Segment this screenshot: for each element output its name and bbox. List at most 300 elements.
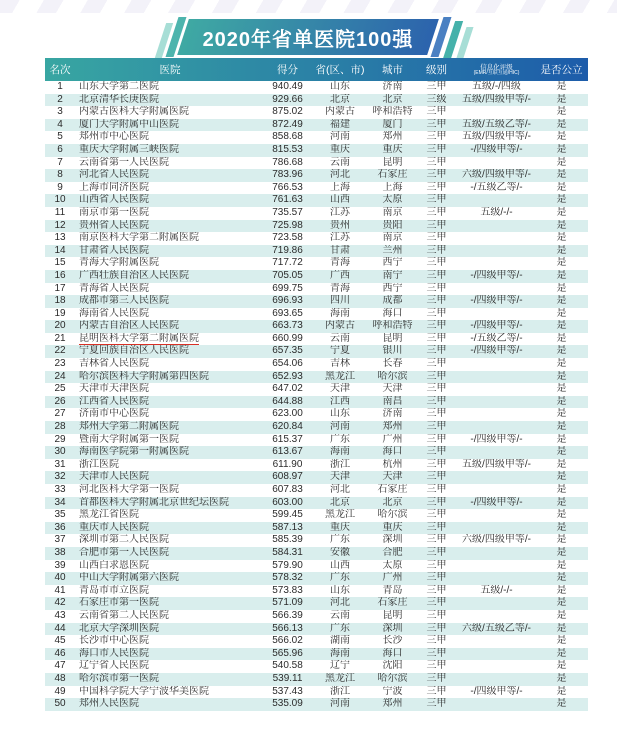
hospital-name: 辽宁省人民医院 (79, 660, 149, 672)
public-cell: 是 (556, 295, 567, 307)
level-cell: 三甲 (426, 496, 447, 508)
table-row (45, 396, 588, 409)
level-cell: 三甲 (426, 320, 447, 332)
city-cell: 石家庄 (377, 597, 408, 609)
rank-cell: 25 (54, 383, 66, 395)
level-cell: 三甲 (426, 546, 447, 558)
level-cell: 三甲 (426, 609, 447, 621)
hospital-cell (75, 131, 265, 144)
score-cell: 611.90 (272, 458, 303, 470)
info-cell (458, 194, 535, 207)
level-cell: 三甲 (426, 370, 447, 382)
info-cell (458, 547, 535, 560)
table-row (45, 686, 588, 699)
info-cell (458, 660, 535, 673)
level-cell: 三甲 (426, 433, 447, 445)
public-cell: 是 (556, 194, 567, 206)
province-cell: 广东 (330, 534, 350, 546)
info-cell (458, 232, 535, 245)
level-cell: 三甲 (426, 269, 447, 281)
hospital-name: 山东大学第二医院 (79, 81, 159, 92)
public-cell: 是 (556, 433, 567, 445)
rank-cell: 6 (57, 143, 63, 155)
table-row (45, 194, 588, 207)
hospital-cell (75, 81, 265, 94)
province-cell: 青海 (330, 282, 350, 294)
info-cell (458, 308, 535, 321)
rank-cell: 22 (54, 345, 66, 357)
public-cell: 是 (556, 458, 567, 470)
city-cell: 广州 (382, 433, 403, 445)
level-cell: 三甲 (426, 622, 447, 634)
hospital-cell (75, 421, 265, 434)
hospital-name: 郑州市中心医院 (79, 131, 149, 143)
info-cell: 五级/四级甲等/- (462, 458, 531, 470)
rank-cell: 8 (57, 169, 63, 181)
hospital-cell (75, 169, 265, 182)
level-cell: 三甲 (426, 181, 447, 193)
table-row (45, 169, 588, 182)
score-cell: 613.67 (272, 446, 303, 458)
info-cell (458, 245, 535, 258)
score-cell: 940.49 (272, 81, 303, 92)
level-cell: 三甲 (426, 143, 447, 155)
public-cell: 是 (556, 698, 567, 710)
info-cell (458, 471, 535, 484)
hospital-name: 黑龙江省医院 (79, 509, 139, 521)
province-cell: 安徽 (330, 546, 350, 558)
info-cell (458, 257, 535, 270)
public-cell: 是 (556, 232, 567, 244)
rank-cell: 35 (54, 509, 66, 521)
public-cell: 是 (556, 282, 567, 294)
info-cell: 六级/五级乙等/- (462, 622, 531, 634)
hospital-cell (75, 371, 265, 384)
province-cell: 云南 (330, 156, 350, 168)
level-cell: 三甲 (426, 282, 447, 294)
rank-cell: 44 (54, 622, 66, 634)
table-row (45, 333, 588, 346)
header-score: 得分 (277, 64, 298, 76)
score-cell: 615.37 (272, 433, 303, 445)
table-row (45, 182, 588, 195)
level-cell: 三甲 (426, 408, 447, 420)
hospital-name: 宁夏回族自治区人民医院 (79, 345, 189, 357)
public-cell: 是 (556, 521, 567, 533)
hospital-name: 厦门大学附属中山医院 (79, 118, 179, 130)
hospital-cell (75, 207, 265, 220)
score-cell: 717.72 (272, 257, 303, 269)
rank-cell: 9 (57, 181, 63, 193)
level-cell: 三甲 (426, 597, 447, 609)
info-cell: -/四级甲等/- (470, 496, 523, 508)
public-cell: 是 (556, 572, 567, 584)
public-cell: 是 (556, 143, 567, 155)
public-cell: 是 (556, 156, 567, 168)
level-cell: 三甲 (426, 509, 447, 521)
province-cell: 山东 (330, 408, 350, 420)
rank-cell: 20 (54, 320, 66, 332)
header-province: 省(区、市) (315, 64, 365, 76)
info-cell (458, 522, 535, 535)
table-row (45, 94, 588, 107)
table-row (45, 446, 588, 459)
title-banner (0, 17, 617, 57)
rank-cell: 15 (54, 257, 66, 269)
hospital-name: 内蒙古医科大学附属医院 (79, 106, 189, 118)
level-cell: 三甲 (426, 559, 447, 571)
rank-cell: 33 (54, 484, 66, 495)
city-cell: 太原 (382, 559, 403, 571)
table-row (45, 371, 588, 384)
score-cell: 571.09 (272, 597, 303, 609)
score-cell: 652.93 (272, 370, 303, 382)
info-cell (458, 509, 535, 522)
hospital-cell (75, 597, 265, 610)
province-cell: 天津 (330, 383, 350, 395)
province-cell: 浙江 (330, 458, 350, 470)
public-cell: 是 (556, 672, 567, 684)
public-cell: 是 (556, 546, 567, 558)
hospital-name: 海南医学院第一附属医院 (79, 446, 189, 458)
level-cell: 三甲 (426, 458, 447, 470)
city-cell: 呼和浩特 (372, 106, 413, 118)
score-cell: 566.39 (272, 609, 303, 621)
score-cell: 578.32 (272, 572, 303, 584)
province-cell: 山西 (330, 194, 350, 206)
hospital-cell (75, 320, 265, 333)
table-row (45, 358, 588, 371)
table-row (45, 534, 588, 547)
rank-cell: 7 (57, 156, 63, 168)
city-cell: 哈尔滨 (377, 672, 408, 684)
score-cell: 735.57 (272, 206, 303, 218)
city-cell: 宁波 (382, 685, 403, 697)
public-cell: 是 (556, 106, 567, 118)
score-cell: 783.96 (272, 169, 303, 181)
table-row (45, 597, 588, 610)
table-row (45, 207, 588, 220)
score-cell: 620.84 (272, 421, 303, 433)
hospital-name: 天津市天津医院 (79, 383, 149, 395)
table-row (45, 81, 588, 94)
info-cell (458, 106, 535, 119)
rank-cell: 11 (54, 206, 66, 218)
table-row (45, 509, 588, 522)
province-cell: 上海 (330, 181, 350, 193)
rank-cell: 17 (54, 282, 66, 294)
province-cell: 辽宁 (330, 660, 350, 672)
level-cell: 三甲 (426, 635, 447, 647)
info-cell (458, 157, 535, 170)
info-cell (458, 408, 535, 421)
rank-cell: 19 (54, 307, 66, 319)
hospital-cell (75, 194, 265, 207)
level-cell: 三甲 (426, 257, 447, 269)
rank-cell: 10 (54, 194, 66, 206)
score-cell: 607.83 (272, 484, 303, 495)
table-row (45, 270, 588, 283)
rank-cell: 37 (54, 534, 66, 546)
info-cell: -/五级乙等/- (470, 332, 523, 344)
table-row (45, 283, 588, 296)
hospital-name: 南京市第一医院 (79, 206, 149, 218)
score-cell: 875.02 (272, 106, 303, 118)
city-cell: 昆明 (382, 156, 403, 168)
rank-cell: 45 (54, 635, 66, 647)
province-cell: 甘肃 (330, 244, 350, 256)
info-cell: 六级/四级甲等/- (462, 534, 531, 546)
rank-cell: 23 (54, 358, 66, 370)
hospital-name: 石家庄市第一医院 (79, 597, 159, 609)
level-cell: 三甲 (426, 358, 447, 370)
rank-cell: 16 (54, 269, 66, 281)
table-row (45, 648, 588, 661)
province-cell: 海南 (330, 647, 350, 659)
rank-cell: 27 (54, 408, 66, 420)
city-cell: 广州 (382, 572, 403, 584)
province-cell: 黑龙江 (325, 672, 355, 684)
province-cell: 重庆 (330, 143, 350, 155)
province-cell: 广东 (330, 622, 350, 634)
table-row (45, 434, 588, 447)
public-cell: 是 (556, 635, 567, 647)
info-cell: -/四级甲等/- (470, 295, 523, 307)
city-cell: 南昌 (382, 395, 403, 407)
hospital-name: 北京清华长庚医院 (79, 93, 159, 105)
city-cell: 杭州 (382, 458, 403, 470)
level-cell: 三甲 (426, 295, 447, 307)
info-cell (458, 610, 535, 623)
city-cell: 重庆 (382, 143, 403, 155)
level-cell: 三甲 (426, 521, 447, 533)
level-cell: 三甲 (426, 672, 447, 684)
hospital-cell (75, 119, 265, 132)
score-cell: 725.98 (272, 219, 303, 231)
hospital-name: 青海大学附属医院 (79, 257, 159, 269)
score-cell: 699.75 (272, 282, 303, 294)
city-cell: 海口 (382, 446, 403, 458)
level-cell: 三甲 (426, 471, 447, 483)
info-cell (458, 560, 535, 573)
hospital-name: 吉林省人民医院 (79, 358, 149, 370)
hospital-cell (75, 585, 265, 598)
info-cell (458, 648, 535, 661)
province-cell: 河南 (330, 131, 350, 143)
province-cell: 福建 (330, 118, 350, 130)
hospital-name: 甘肃省人民医院 (79, 244, 149, 256)
public-cell: 是 (556, 257, 567, 269)
hospital-cell (75, 547, 265, 560)
score-cell: 929.66 (272, 93, 303, 105)
city-cell: 成都 (382, 295, 403, 307)
level-cell: 三甲 (426, 106, 447, 118)
public-cell: 是 (556, 484, 567, 495)
info-cell: 五级/-/- (480, 584, 513, 596)
hospital-cell (75, 182, 265, 195)
hospital-cell (75, 408, 265, 421)
public-cell: 是 (556, 446, 567, 458)
city-cell: 重庆 (382, 521, 403, 533)
score-cell: 537.43 (272, 685, 303, 697)
level-cell: 三甲 (426, 307, 447, 319)
hospital-cell (75, 232, 265, 245)
public-cell: 是 (556, 395, 567, 407)
public-cell: 是 (556, 584, 567, 596)
rank-cell: 46 (54, 647, 66, 659)
hospital-name: 重庆大学附属三峡医院 (79, 143, 179, 155)
public-cell: 是 (556, 383, 567, 395)
province-cell: 河南 (330, 698, 350, 710)
info-cell (458, 220, 535, 233)
level-cell: 三甲 (426, 345, 447, 357)
info-cell (458, 597, 535, 610)
rank-cell: 12 (54, 219, 66, 231)
info-cell: 五级/-/- (480, 206, 513, 218)
hospital-name: 长沙市中心医院 (79, 635, 149, 647)
hospital-cell (75, 144, 265, 157)
province-cell: 广东 (330, 572, 350, 584)
info-cell (458, 673, 535, 686)
rank-cell: 13 (54, 232, 66, 244)
city-cell: 呼和浩特 (372, 320, 413, 332)
hospital-cell (75, 459, 265, 472)
level-cell: 三甲 (426, 584, 447, 596)
header-info-rating-label: 信息化评级 (480, 63, 513, 71)
score-cell: 872.49 (272, 118, 303, 130)
public-cell: 是 (556, 358, 567, 370)
table-row (45, 144, 588, 157)
public-cell: 是 (556, 307, 567, 319)
header-info-rating-sublabel: (EMR/互联互通/HIC) (473, 69, 520, 76)
city-cell: 海口 (382, 307, 403, 319)
score-cell: 566.13 (272, 622, 303, 634)
level-cell: 三甲 (426, 169, 447, 181)
city-cell: 天津 (382, 471, 403, 483)
city-cell: 西宁 (382, 282, 403, 294)
header-city: 城市 (382, 64, 403, 76)
level-cell: 三甲 (426, 484, 447, 495)
rank-cell: 49 (54, 685, 66, 697)
province-cell: 河北 (330, 484, 350, 495)
province-cell: 广东 (330, 433, 350, 445)
city-cell: 南京 (382, 206, 403, 218)
hospital-name: 河北医科大学第一医院 (79, 484, 179, 495)
hospital-cell (75, 333, 265, 346)
hospital-cell (75, 308, 265, 321)
header-public: 是否公立 (540, 64, 583, 76)
hospital-name: 合肥市第一人民医院 (79, 546, 169, 558)
level-cell: 三甲 (426, 534, 447, 546)
hospital-cell (75, 648, 265, 661)
city-cell: 厦门 (382, 118, 403, 130)
city-cell: 北京 (382, 496, 403, 508)
city-cell: 郑州 (382, 421, 403, 433)
city-cell: 昆明 (382, 332, 403, 344)
level-cell: 三甲 (426, 685, 447, 697)
hospital-cell (75, 534, 265, 547)
score-cell: 587.13 (272, 521, 303, 533)
province-cell: 北京 (330, 93, 350, 105)
rank-cell: 34 (54, 496, 66, 508)
public-cell: 是 (556, 131, 567, 143)
province-cell: 江苏 (330, 232, 350, 244)
level-cell: 三甲 (426, 81, 447, 92)
rank-cell: 41 (54, 584, 66, 596)
score-cell: 660.99 (272, 332, 303, 344)
province-cell: 山西 (330, 559, 350, 571)
table-row (45, 585, 588, 598)
hospital-name: 郑州大学第二附属医院 (79, 421, 179, 433)
rank-cell: 48 (54, 672, 66, 684)
top-decorative-stripes (0, 0, 617, 13)
hospital-cell (75, 396, 265, 409)
rank-cell: 30 (54, 446, 66, 458)
table-row (45, 497, 588, 510)
table-row (45, 106, 588, 119)
city-cell: 郑州 (382, 131, 403, 143)
score-cell: 719.86 (272, 244, 303, 256)
table-row (45, 421, 588, 434)
info-cell: -/五级乙等/- (470, 181, 523, 193)
rank-cell: 2 (57, 93, 63, 105)
table-row (45, 572, 588, 585)
rank-cell: 32 (54, 471, 66, 483)
score-cell: 540.58 (272, 660, 303, 672)
hospital-cell (75, 572, 265, 585)
hospital-name: 广西壮族自治区人民医院 (79, 269, 189, 281)
rank-cell: 4 (57, 118, 63, 130)
public-cell: 是 (556, 496, 567, 508)
province-cell: 四川 (330, 295, 350, 307)
score-cell: 579.90 (272, 559, 303, 571)
hospital-name: 哈尔滨医科大学附属第四医院 (79, 370, 209, 382)
hospital-cell (75, 283, 265, 296)
score-cell: 815.53 (272, 143, 303, 155)
level-cell: 三甲 (426, 446, 447, 458)
province-cell: 黑龙江 (325, 509, 355, 521)
rank-cell: 43 (54, 609, 66, 621)
level-cell: 三甲 (426, 332, 447, 344)
city-cell: 合肥 (382, 546, 403, 558)
rank-cell: 42 (54, 597, 66, 609)
hospital-cell (75, 245, 265, 258)
hospital-name: 暨南大学附属第一医院 (79, 433, 179, 445)
city-cell: 哈尔滨 (377, 509, 408, 521)
hospital-cell (75, 623, 265, 636)
table-row (45, 484, 588, 497)
province-cell: 重庆 (330, 521, 350, 533)
hospital-cell (75, 509, 265, 522)
table-row (45, 673, 588, 686)
province-cell: 宁夏 (330, 345, 350, 357)
info-cell: 六级/四级甲等/- (462, 169, 531, 181)
page-title: 2020年省单医院100强 (202, 28, 414, 51)
hospital-name: 南京医科大学第二附属医院 (79, 232, 199, 244)
score-cell: 693.65 (272, 307, 303, 319)
city-cell: 济南 (382, 408, 403, 420)
province-cell: 内蒙古 (325, 106, 355, 118)
city-cell: 昆明 (382, 609, 403, 621)
level-cell: 三甲 (426, 219, 447, 231)
city-cell: 海口 (382, 647, 403, 659)
province-cell: 海南 (330, 446, 350, 458)
level-cell: 三甲 (426, 698, 447, 710)
hospital-cell (75, 673, 265, 686)
score-cell: 535.09 (272, 698, 303, 710)
table-row (45, 522, 588, 535)
hospital-name: 内蒙古自治区人民医院 (79, 320, 179, 332)
